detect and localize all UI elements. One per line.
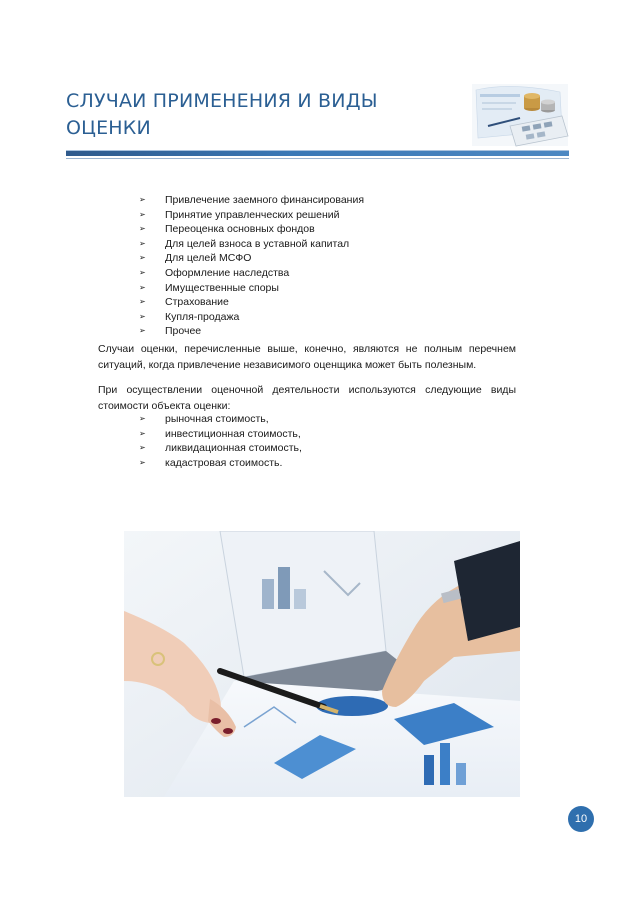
arrow-bullet-icon: ➢	[139, 238, 146, 248]
arrow-bullet-icon: ➢	[139, 311, 146, 321]
list-item: ➢ Имущественные споры	[139, 281, 279, 294]
list-item: ➢ ликвидационная стоимость,	[139, 442, 302, 455]
list-item: ➢ инвестиционная стоимость,	[139, 427, 301, 440]
arrow-bullet-icon: ➢	[139, 253, 146, 263]
value-types-paragraph: При осуществлении оценочной деятельности используются следующие виды стоимости объекта оценки:	[98, 384, 516, 412]
business-hands-photo	[124, 531, 520, 797]
list-item: ➢ Принятие управленческих решений	[139, 208, 340, 221]
cases-list	[139, 193, 364, 339]
arrow-bullet-icon: ➢	[139, 297, 146, 307]
arrow-bullet-icon: ➢	[139, 267, 146, 277]
arrow-bullet-icon: ➢	[139, 326, 146, 336]
page-number-badge: 10	[568, 806, 594, 832]
arrow-bullet-icon: ➢	[139, 428, 146, 438]
value-types-list	[139, 412, 302, 470]
list-item: ➢ Для целей взноса в уставной капитал	[139, 237, 350, 250]
arrow-bullet-icon: ➢	[139, 457, 146, 467]
arrow-bullet-icon: ➢	[139, 209, 146, 219]
arrow-bullet-icon: ➢	[139, 443, 146, 453]
list-item: ➢ Привлечение заемного финансирования	[139, 194, 365, 206]
arrow-bullet-icon: ➢	[139, 282, 146, 292]
list-item: ➢ Переоценка основных фондов	[139, 223, 315, 236]
list-item: ➢ Оформление наследства	[139, 266, 290, 279]
arrow-bullet-icon: ➢	[139, 224, 146, 234]
title-divider	[66, 150, 569, 156]
title-divider-thin	[66, 158, 569, 159]
list-item: ➢ Для целей МСФО	[139, 252, 252, 265]
calculator-coins-image	[470, 80, 570, 148]
page-title: СЛУЧАИ ПРИМЕНЕНИЯ И ВИДЫ ОЦЕНКИ	[66, 90, 378, 139]
list-item: ➢ Купля-продажа	[139, 310, 240, 323]
arrow-bullet-icon: ➢	[139, 414, 146, 423]
cases-paragraph: Случаи оценки, перечисленные выше, конечно, являются не полным перечнем ситуаций, когда привлечение независимого оценщика может быть полезным.	[98, 343, 516, 371]
list-item: ➢ Прочее	[139, 325, 202, 338]
list-item: ➢ кадастровая стоимость.	[139, 456, 283, 469]
arrow-bullet-icon: ➢	[139, 195, 146, 204]
list-item: ➢ Страхование	[139, 296, 229, 309]
list-item: ➢ рыночная стоимость,	[139, 413, 269, 425]
